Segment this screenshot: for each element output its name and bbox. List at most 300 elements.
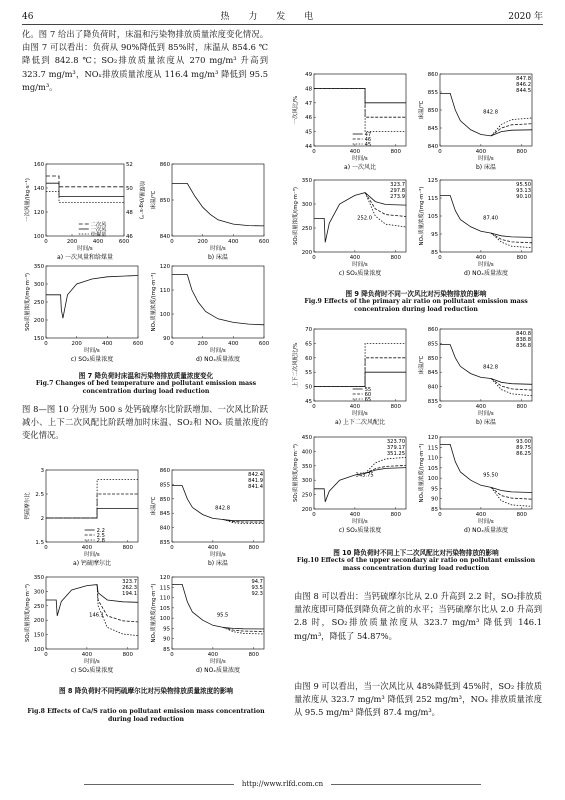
y-tick-label: 100 bbox=[159, 312, 170, 318]
y-tick-label: 85 bbox=[431, 507, 438, 513]
y-tick-label: 85 bbox=[163, 647, 170, 653]
y-tick-label: 2 bbox=[40, 516, 44, 522]
fig8-caption-en: Fig.8 Effects of Ca/S ratio on pollutant emission mass concentration during load reduction bbox=[27, 708, 265, 723]
y-axis-label: NOₓ质量浓度/(mg·m⁻³) bbox=[151, 272, 157, 332]
x-axis-label: 时间/s bbox=[352, 519, 368, 525]
y-tick-label: 2.5 bbox=[35, 492, 44, 498]
y-tick-label: 850 bbox=[159, 198, 170, 204]
series-line bbox=[172, 183, 264, 226]
plot-frame bbox=[46, 164, 124, 236]
x-tick-label: 800 bbox=[122, 545, 133, 551]
series-line bbox=[46, 183, 124, 196]
x-axis-label: 时间/s bbox=[478, 519, 494, 525]
chart-7a-svg bbox=[24, 160, 142, 264]
data-label: 838.8 bbox=[516, 337, 531, 343]
x-tick-label: 600 bbox=[132, 341, 144, 347]
chart-7c bbox=[24, 262, 142, 366]
y-tick-label: 860 bbox=[427, 327, 438, 333]
x-axis-label: 时间/s bbox=[210, 659, 226, 665]
x-tick-label: 400 bbox=[475, 255, 487, 261]
y-tick-label: 70 bbox=[305, 327, 312, 333]
x-tick-label: 400 bbox=[349, 404, 361, 410]
y-tick-label: 47 bbox=[305, 100, 312, 107]
subfigure-label: a) 上下二次风配比 bbox=[335, 419, 385, 426]
x-tick-label: 400 bbox=[81, 545, 93, 551]
y-tick-label: 1.5 bbox=[35, 540, 44, 546]
plot-frame bbox=[46, 266, 138, 338]
y-tick-label: 85 bbox=[431, 250, 438, 256]
y-tick-label: 120 bbox=[427, 435, 438, 441]
data-label: 323.70 bbox=[386, 439, 405, 445]
y-tick-label: 300 bbox=[33, 282, 44, 288]
x-tick-label: 400 bbox=[349, 512, 361, 518]
subfigure-label: d) NOₓ质量浓度 bbox=[464, 270, 508, 277]
x-tick-label: 0 bbox=[170, 239, 174, 245]
y-tick-label: 850 bbox=[427, 355, 438, 362]
chart-8b bbox=[150, 466, 268, 570]
y-axis-label: 床温/℃ bbox=[419, 355, 425, 375]
y-tick-label: 855 bbox=[159, 482, 170, 489]
data-label: 95.5 bbox=[216, 612, 229, 619]
y-axis-label: 床温/℃ bbox=[419, 100, 425, 120]
data-label: 841.9 bbox=[248, 478, 263, 484]
y-tick-label: 835 bbox=[159, 540, 170, 546]
x-tick-label: 400 bbox=[102, 341, 113, 347]
y-axis-label: 床温/℃ bbox=[151, 190, 157, 210]
x-tick-label: 800 bbox=[248, 545, 259, 551]
data-label: 95.50 bbox=[516, 182, 531, 188]
y-tick-label: 200 bbox=[301, 250, 312, 256]
series-line bbox=[46, 494, 138, 518]
y-tick-label: 150 bbox=[33, 336, 44, 342]
x-tick-label: 600 bbox=[118, 239, 130, 245]
y2-tick-label: 46 bbox=[126, 234, 133, 240]
subfigure-label: b) 床温 bbox=[207, 560, 229, 567]
y-tick-label: 46 bbox=[305, 115, 312, 122]
y-tick-label: 400 bbox=[301, 449, 312, 456]
chart-10a-svg bbox=[292, 325, 410, 429]
chart-8c bbox=[24, 573, 142, 677]
x-tick-label: 0 bbox=[438, 255, 442, 261]
y-tick-label: 845 bbox=[159, 511, 170, 518]
y2-tick-label: 50 bbox=[126, 186, 133, 192]
chart-7a bbox=[24, 160, 142, 264]
data-label: 273.9 bbox=[390, 194, 405, 200]
x-tick-label: 0 bbox=[312, 404, 316, 410]
y-tick-label: 855 bbox=[427, 341, 438, 348]
x-tick-label: 800 bbox=[122, 652, 133, 658]
y-tick-label: 55 bbox=[305, 370, 312, 377]
chart-7c-svg bbox=[24, 262, 142, 366]
y-tick-label: 49 bbox=[305, 72, 312, 78]
legend-label: 45 bbox=[364, 142, 372, 148]
x-tick-label: 400 bbox=[228, 341, 239, 347]
x-tick-label: 400 bbox=[207, 652, 219, 658]
y-axis-label: NOₓ质量浓度/(mg·m⁻³) bbox=[151, 583, 157, 643]
subfigure-label: d) NOₓ质量浓度 bbox=[464, 527, 508, 534]
y-tick-label: 150 bbox=[33, 632, 44, 639]
y-tick-label: 350 bbox=[301, 178, 312, 184]
x-axis-label: 时间/s bbox=[352, 411, 368, 417]
y-tick-label: 200 bbox=[33, 618, 44, 625]
x-tick-label: 600 bbox=[258, 341, 270, 347]
chart-7b-svg bbox=[150, 160, 268, 264]
subfigure-label: c) SO₂质量浓度 bbox=[338, 270, 382, 277]
chart-9a bbox=[292, 70, 410, 174]
y-tick-label: 110 bbox=[159, 288, 170, 294]
y-axis-label: 床温/℃ bbox=[151, 496, 157, 516]
data-label: 842.8 bbox=[483, 364, 499, 371]
series-line bbox=[314, 372, 406, 386]
y-tick-label: 125 bbox=[427, 178, 438, 184]
y-tick-label: 90 bbox=[163, 636, 170, 643]
series-line bbox=[46, 192, 124, 203]
subfigure-label: a) 钙硫摩尔比 bbox=[73, 560, 111, 567]
y-tick-label: 850 bbox=[427, 108, 438, 114]
y-tick-label: 100 bbox=[159, 616, 170, 623]
x-tick-label: 0 bbox=[170, 652, 174, 658]
x-axis-label: 时间/s bbox=[478, 156, 494, 162]
x-tick-label: 400 bbox=[92, 239, 104, 245]
chart-8c-svg bbox=[24, 573, 142, 677]
subfigure-label: c) SO₂质量浓度 bbox=[70, 667, 114, 674]
y2-tick-label: 52 bbox=[126, 162, 133, 168]
x-tick-label: 800 bbox=[516, 404, 527, 410]
y-tick-label: 105 bbox=[427, 214, 438, 220]
y2-tick-label: 48 bbox=[126, 210, 133, 216]
y-tick-label: 95 bbox=[163, 626, 170, 633]
series-line bbox=[491, 487, 532, 506]
data-label: 252.0 bbox=[357, 215, 373, 222]
series-line bbox=[314, 88, 406, 131]
x-tick-label: 400 bbox=[475, 149, 487, 155]
data-label: 323.7 bbox=[390, 182, 405, 188]
y-tick-label: 105 bbox=[159, 605, 170, 612]
x-tick-label: 400 bbox=[207, 545, 219, 551]
series-line bbox=[172, 584, 264, 629]
x-tick-label: 200 bbox=[71, 341, 82, 347]
page-number: 46 bbox=[22, 12, 34, 22]
y-tick-label: 115 bbox=[159, 585, 170, 592]
chart-10d bbox=[418, 433, 536, 537]
y-tick-label: 100 bbox=[427, 476, 438, 483]
chart-10b bbox=[418, 325, 536, 429]
chart-9c bbox=[292, 176, 410, 280]
chart-9a-svg bbox=[292, 70, 410, 174]
chart-10d-svg bbox=[418, 433, 536, 537]
y-tick-label: 850 bbox=[159, 496, 170, 503]
y-tick-label: 120 bbox=[159, 575, 170, 581]
legend-label: 二次风 bbox=[90, 222, 107, 228]
y-tick-label: 45 bbox=[305, 399, 312, 405]
x-tick-label: 800 bbox=[248, 652, 259, 658]
data-label: 844.5 bbox=[516, 88, 531, 94]
fig7-caption-en: Fig.7 Changes of bed temperature and pollutant emission mass concentration during load reduction bbox=[35, 380, 257, 395]
chart-8a-svg bbox=[24, 466, 142, 570]
data-label: 95.50 bbox=[483, 472, 499, 479]
data-label: 842.8 bbox=[483, 109, 499, 116]
y-tick-label: 105 bbox=[427, 465, 438, 472]
data-label: 323.7 bbox=[122, 579, 137, 585]
data-label: 194.1 bbox=[122, 591, 137, 597]
y-tick-label: 120 bbox=[33, 210, 44, 216]
x-axis-label: 时间/s bbox=[84, 552, 100, 558]
y-tick-label: 50 bbox=[305, 384, 312, 391]
y-tick-label: 350 bbox=[301, 463, 312, 470]
x-axis-label: 时间/s bbox=[210, 552, 226, 558]
x-tick-label: 800 bbox=[516, 149, 527, 155]
data-label: 840.8 bbox=[516, 331, 531, 337]
plot-frame bbox=[172, 266, 264, 338]
paragraph-fig7-intro: 化。图 7 给出了降负荷时，床温和污染物排放质量浓度变化情况。由图 7 可以看出：负荷从 90%降低到 85%时，床温从 854.6 ℃降低到 842.8 ℃；SO₂排放质量浓度从 270 mg/m³ 升高到 323.7 mg/m³，NOₓ排放质量浓度从 116.4 mg/m³ 降低到 95.5 mg/m³。 bbox=[22, 29, 268, 92]
subfigure-label: b) 床温 bbox=[475, 164, 497, 171]
x-axis-label: 时间/s bbox=[77, 246, 93, 252]
journal-year: 2020 年 bbox=[508, 12, 543, 22]
legend-label: 2.2 bbox=[96, 528, 105, 534]
chart-10c-svg bbox=[292, 433, 410, 537]
page-header bbox=[22, 6, 543, 25]
data-label: 841.4 bbox=[248, 484, 263, 490]
x-tick-label: 0 bbox=[44, 545, 48, 551]
y-tick-label: 250 bbox=[301, 226, 312, 232]
series-line bbox=[46, 480, 138, 518]
x-tick-label: 0 bbox=[44, 341, 48, 347]
y-tick-label: 95 bbox=[431, 232, 438, 238]
x-axis-label: 时间/s bbox=[352, 156, 368, 162]
y-tick-label: 44 bbox=[305, 144, 312, 150]
y-tick-label: 60 bbox=[305, 355, 312, 362]
y-tick-label: 300 bbox=[33, 589, 44, 596]
y-tick-label: 48 bbox=[305, 86, 312, 93]
legend-label: 2.8 bbox=[96, 538, 105, 544]
data-label: 842.8 bbox=[215, 505, 231, 512]
subfigure-label: b) 床温 bbox=[207, 254, 229, 261]
legend-label: 一次风 bbox=[90, 227, 107, 233]
x-tick-label: 600 bbox=[258, 239, 270, 245]
y-tick-label: 835 bbox=[427, 399, 438, 405]
series-line bbox=[172, 486, 264, 521]
y-tick-label: 855 bbox=[427, 90, 438, 96]
x-tick-label: 200 bbox=[197, 341, 208, 347]
fig8-caption-cn: 图 8 降负荷时不同钙硫摩尔比对污染物排放质量浓度的影响 bbox=[58, 687, 234, 695]
chart-7b bbox=[150, 160, 268, 264]
legend-label: 55 bbox=[364, 387, 372, 393]
footer-url: http://www.rlfd.com.cn bbox=[241, 780, 324, 788]
chart-8d bbox=[150, 573, 268, 677]
legend-label: 65 bbox=[364, 397, 372, 403]
y-tick-label: 350 bbox=[33, 264, 44, 270]
chart-7d-svg bbox=[150, 262, 268, 366]
x-tick-label: 800 bbox=[390, 149, 401, 155]
y2-axis-label: 给煤量/(kg·s⁻¹) bbox=[138, 180, 144, 220]
subfigure-label: a) 一次风量和给煤量 bbox=[57, 254, 113, 261]
y-axis-label: 一次风比/% bbox=[293, 95, 299, 125]
y-tick-label: 250 bbox=[33, 300, 44, 306]
x-tick-label: 0 bbox=[438, 149, 442, 155]
x-tick-label: 400 bbox=[349, 255, 361, 261]
data-label: 836.8 bbox=[516, 343, 531, 349]
y-tick-label: 450 bbox=[301, 435, 312, 441]
x-axis-label: 时间/s bbox=[210, 246, 226, 252]
plot-frame bbox=[46, 470, 138, 542]
fig7-caption-cn: 图 7 降负荷时床温和污染物排放质量浓度变化 bbox=[78, 372, 214, 380]
subfigure-label: b) 床温 bbox=[475, 419, 497, 426]
y-tick-label: 840 bbox=[427, 144, 438, 150]
x-tick-label: 400 bbox=[475, 512, 487, 518]
x-tick-label: 200 bbox=[197, 239, 208, 245]
y-axis-label: SO₂质量浓度/(mg·m⁻³) bbox=[25, 272, 31, 332]
data-label: 847.8 bbox=[516, 76, 531, 82]
legend-label: 46 bbox=[364, 137, 372, 143]
y-axis-label: NOₓ质量浓度/(mg·m⁻³) bbox=[419, 443, 425, 503]
y-tick-label: 860 bbox=[159, 468, 170, 474]
plot-frame bbox=[314, 74, 406, 146]
x-tick-label: 400 bbox=[228, 239, 239, 245]
data-label: 93.00 bbox=[516, 439, 531, 445]
x-tick-label: 200 bbox=[66, 239, 78, 245]
legend-label: 47 bbox=[364, 132, 372, 138]
x-tick-label: 0 bbox=[438, 404, 442, 410]
series-line bbox=[46, 276, 138, 319]
subfigure-label: c) SO₂质量浓度 bbox=[70, 356, 114, 363]
data-label: 93.13 bbox=[516, 188, 531, 194]
fig9-caption-cn: 图 9 降负荷时不同一次风比对污染物排放的影响 bbox=[345, 290, 487, 298]
x-tick-label: 0 bbox=[312, 149, 316, 155]
x-tick-label: 0 bbox=[44, 239, 48, 245]
y-tick-label: 250 bbox=[33, 603, 44, 610]
chart-9c-svg bbox=[292, 176, 410, 280]
subfigure-label: d) NOₓ质量浓度 bbox=[196, 667, 240, 674]
x-tick-label: 800 bbox=[516, 255, 527, 261]
x-tick-label: 0 bbox=[170, 545, 174, 551]
y-tick-label: 845 bbox=[427, 126, 438, 132]
plot-frame bbox=[172, 164, 264, 236]
x-axis-label: 时间/s bbox=[84, 659, 100, 665]
y-axis-label: SO₂质量浓度/(mg·m⁻³) bbox=[293, 186, 299, 246]
x-tick-label: 0 bbox=[312, 512, 316, 518]
y-tick-label: 65 bbox=[305, 341, 312, 348]
chart-10a bbox=[292, 325, 410, 429]
y-tick-label: 120 bbox=[159, 264, 170, 270]
data-label: 87.40 bbox=[483, 215, 499, 222]
x-tick-label: 800 bbox=[390, 404, 401, 410]
y-tick-label: 3 bbox=[40, 468, 44, 474]
y-tick-label: 845 bbox=[427, 370, 438, 377]
y-axis-label: 钙硫摩尔比 bbox=[25, 492, 31, 520]
x-tick-label: 0 bbox=[312, 255, 316, 261]
y-tick-label: 95 bbox=[431, 486, 438, 493]
chart-9d bbox=[418, 176, 536, 280]
y-tick-label: 160 bbox=[33, 162, 44, 168]
y-tick-label: 840 bbox=[427, 384, 438, 391]
data-label: 297.8 bbox=[390, 188, 405, 194]
fig10-caption-cn: 图 10 降负荷时不同上下二次风配比对污染物排放的影响 bbox=[333, 549, 499, 557]
chart-7d bbox=[150, 262, 268, 366]
y-tick-label: 90 bbox=[163, 336, 170, 342]
y-tick-label: 860 bbox=[427, 72, 438, 78]
x-axis-label: 时间/s bbox=[84, 348, 100, 354]
y-axis-label: 上下二次风配比/% bbox=[293, 342, 299, 388]
subfigure-label: d) NOₓ质量浓度 bbox=[196, 356, 240, 363]
x-axis-label: 时间/s bbox=[478, 262, 494, 268]
y-tick-label: 840 bbox=[159, 525, 170, 532]
page-footer bbox=[0, 780, 565, 788]
data-label: 842.4 bbox=[248, 472, 263, 478]
y-tick-label: 200 bbox=[33, 318, 44, 324]
paragraph-fig9-result: 由图 9 可以看出，当一次风比从 48%降低到 45%时，SO₂ 排放质量浓度从 323.7 mg/m³ 降低到 252 mg/m³，NOₓ 排放质量浓度从 95.5 mg/m³ 降低到 87.4 mg/m³。 bbox=[294, 681, 542, 718]
y-tick-label: 300 bbox=[301, 202, 312, 208]
x-tick-label: 0 bbox=[170, 341, 174, 347]
data-label: 90.10 bbox=[516, 194, 531, 200]
chart-9b-svg bbox=[418, 70, 536, 174]
x-axis-label: 时间/s bbox=[478, 411, 494, 417]
x-tick-label: 400 bbox=[349, 149, 361, 155]
legend-label: 给煤量 bbox=[90, 232, 107, 238]
data-label: 379.17 bbox=[386, 445, 405, 451]
chart-10b-svg bbox=[418, 325, 536, 429]
y-tick-label: 110 bbox=[159, 595, 170, 602]
data-label: 94.7 bbox=[251, 579, 263, 585]
data-label: 146.1 bbox=[89, 612, 105, 619]
y-tick-label: 45 bbox=[305, 129, 312, 136]
journal-name: 热 力 发 电 bbox=[220, 12, 322, 22]
x-axis-label: 时间/s bbox=[352, 262, 368, 268]
y-tick-label: 860 bbox=[159, 162, 170, 168]
y-axis-label: SO₂质量浓度/(mg·m⁻³) bbox=[293, 443, 299, 503]
legend-label: 2.5 bbox=[96, 533, 105, 539]
series-line bbox=[491, 233, 532, 248]
data-label: 89.75 bbox=[516, 445, 531, 451]
data-label: 351.25 bbox=[386, 451, 405, 457]
x-tick-label: 800 bbox=[516, 512, 527, 518]
series-line bbox=[46, 508, 138, 518]
y-axis-label: SO₂质量浓度/(mg·m⁻³) bbox=[25, 583, 31, 643]
paragraph-fig8-10-intro: 图 8—图 10 分别为 500 s 处钙硫摩尔比阶跃增加、一次风比阶跃减小、上下二次风配比阶跃增加时床温、SO₂和 NOₓ 质量浓度的变化情况。 bbox=[22, 404, 268, 441]
y-axis-label: NOₓ质量浓度/(mg·m⁻³) bbox=[419, 186, 425, 246]
y-tick-label: 115 bbox=[427, 196, 438, 202]
x-tick-label: 800 bbox=[390, 512, 401, 518]
y-tick-label: 100 bbox=[33, 647, 44, 653]
data-label: 86.25 bbox=[516, 451, 531, 457]
paragraph-fig8-result: 由图 8 可以看出：当钙硫摩尔比从 2.0 升高到 2.2 时，SO₂排放质量浓度即可降低到降负荷之前的水平；当钙硫摩尔比从 2.0 升高到 2.8 时，SO₂排放质量浓度从 323.7 mg/m³ 降低到 146.1 mg/m³，降低了 54.87%。 bbox=[294, 591, 542, 641]
y-tick-label: 840 bbox=[159, 234, 170, 240]
subfigure-label: c) SO₂质量浓度 bbox=[338, 527, 382, 534]
y-tick-label: 300 bbox=[301, 478, 312, 485]
series-line bbox=[46, 176, 124, 187]
data-label: 262.3 bbox=[122, 585, 137, 591]
subfigure-label: a) 一次风比 bbox=[344, 164, 376, 171]
x-tick-label: 800 bbox=[390, 255, 401, 261]
data-label: 93.5 bbox=[251, 585, 263, 591]
y-tick-label: 100 bbox=[33, 234, 44, 240]
chart-8a bbox=[24, 466, 142, 570]
fig10-caption-en: Fig.10 Effects of the upper secondary air ratio on pollutant emission mass concentration during load reduction bbox=[296, 557, 536, 572]
x-tick-label: 0 bbox=[44, 652, 48, 658]
legend-label: 60 bbox=[364, 392, 372, 398]
x-tick-label: 400 bbox=[81, 652, 93, 658]
y-axis-label: 一次风量/(kg·s⁻¹) bbox=[25, 178, 31, 222]
chart-8d-svg bbox=[150, 573, 268, 677]
chart-10c bbox=[292, 433, 410, 537]
chart-9d-svg bbox=[418, 176, 536, 280]
data-label: 92.3 bbox=[251, 591, 263, 597]
chart-9b bbox=[418, 70, 536, 174]
y-tick-label: 90 bbox=[431, 496, 438, 503]
y-tick-label: 110 bbox=[427, 455, 438, 462]
chart-8b-svg bbox=[150, 466, 268, 570]
series-line bbox=[314, 343, 406, 386]
y-tick-label: 350 bbox=[33, 575, 44, 581]
